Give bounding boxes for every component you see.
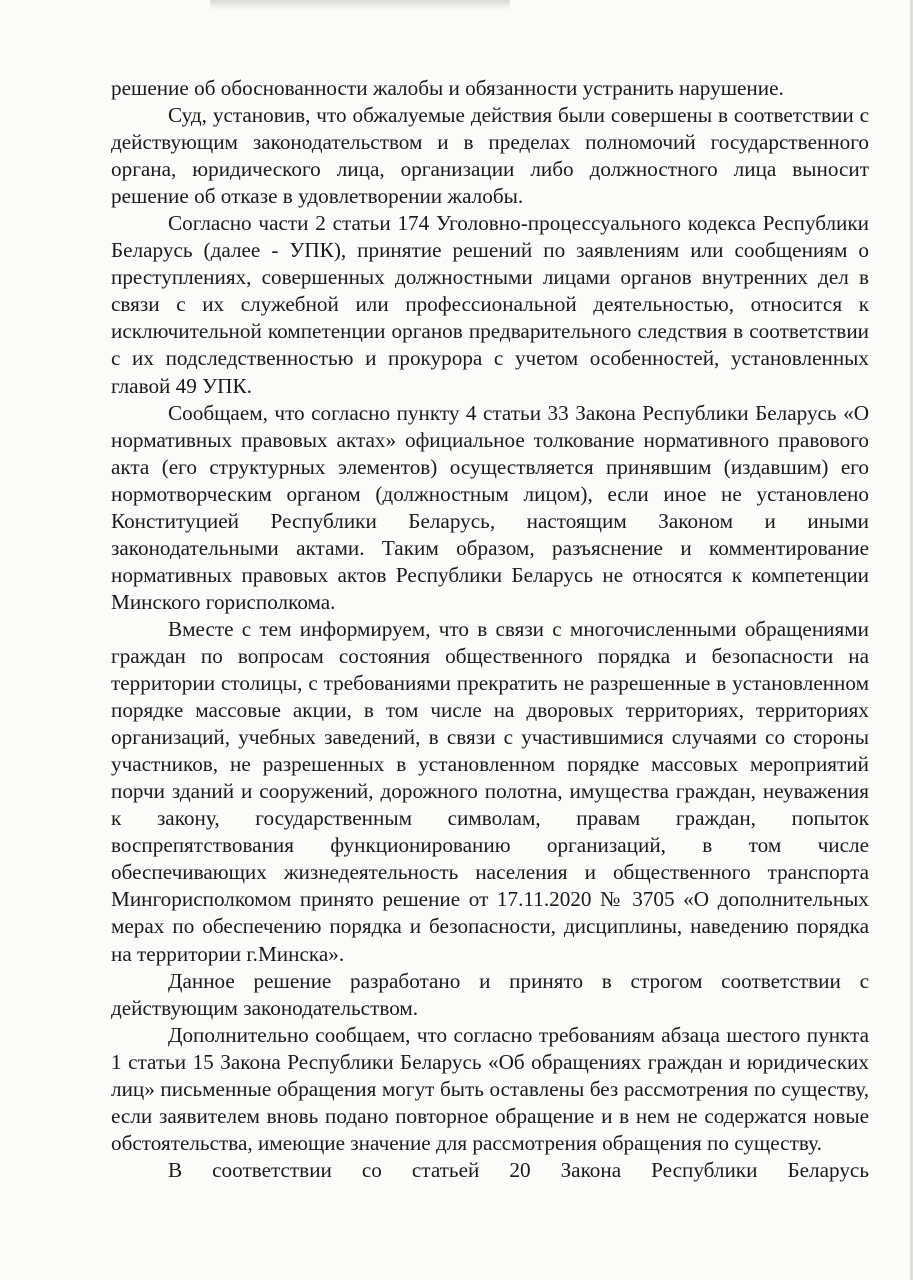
paragraph-6: Данное решение разработано и принято в строгом соответствии с действующим законодательством. — [111, 968, 869, 1020]
document-body — [111, 75, 869, 1184]
paragraph-2: Суд, установив, что обжалуемые действия были совершены в соответствии с действующим законодательством и в пределах полномочий государственного органа, юридического лица, организации либо должностного лица выносит решение об отказе в удовлетворении жалобы. — [111, 103, 869, 209]
paragraph-4: Сообщаем, что согласно пункту 4 статьи 33 Закона Республики Беларусь «О нормативных правовых актах» официальное толкование нормативного правового акта (его структурных элементов) осуществляется принявшим (издавшим) его нормотворческим органом (должностным лицом), если иное не установлено Конституцией Республики Беларусь, настоящим Законом и иными законодательными актами. Таким образом, разъяснение и комментирование нормативных правовых актов Республики Беларусь не относятся к компетенции Минского горисполкома. — [111, 400, 869, 614]
paragraph-8: В соответствии со статьей 20 Закона Республики Беларусь — [168, 1157, 869, 1182]
paragraph-5: Вместе с тем информируем, что в связи с многочисленными обращениями граждан по вопросам состояния общественного порядка и безопасности на территории столицы, с требованиями прекратить не разрешенные в установленном порядке массовые акции, в том числе на дворовых территориях, территориях организаций, учебных заведений, в связи с участившимися случаями со стороны участников, не разрешенных в установленном порядке массовых мероприятий порчи зданий и сооружений, дорожного полотна, имущества граждан, неуважения к закону, государственным символам, правам граждан, попыток воспрепятствования функционированию организаций, в том числе обеспечивающих жизнедеятельность населения и общественного транспорта Мингорисполкомом принято решение от 17.11.2020 № 3705 «О дополнительных мерах по обеспечению порядка и безопасности, дисциплины, наведению порядка на территории г.Минска». — [111, 616, 869, 966]
paragraph-7: Дополнительно сообщаем, что согласно требованиям абзаца шестого пункта 1 статьи 15 Закона Республики Беларусь «Об обращениях граждан и юридических лиц» письменные обращения могут быть оставлены без рассмотрения по существу, если заявителем вновь подано повторное обращение и в нем не содержатся новые обстоятельства, имеющие значение для рассмотрения обращения по существу. — [111, 1022, 869, 1155]
scan-artifact — [210, 0, 510, 10]
paragraph-1: решение об обоснованности жалобы и обязанности устранить нарушение. — [111, 76, 784, 100]
paragraph-3: Согласно части 2 статьи 174 Уголовно-процессуального кодекса Республики Беларусь (далее - УПК), принятие решений по заявлениям или сообщениям о преступлениях, совершенных должностными лицами органов внутренних дел в связи с их служебной или профессиональной деятельностью, относится к исключительной компетенции органов предварительного следствия в соответствии с их подследственностью и прокурора с учетом особенностей, установленных главой 49 УПК. — [111, 211, 869, 398]
